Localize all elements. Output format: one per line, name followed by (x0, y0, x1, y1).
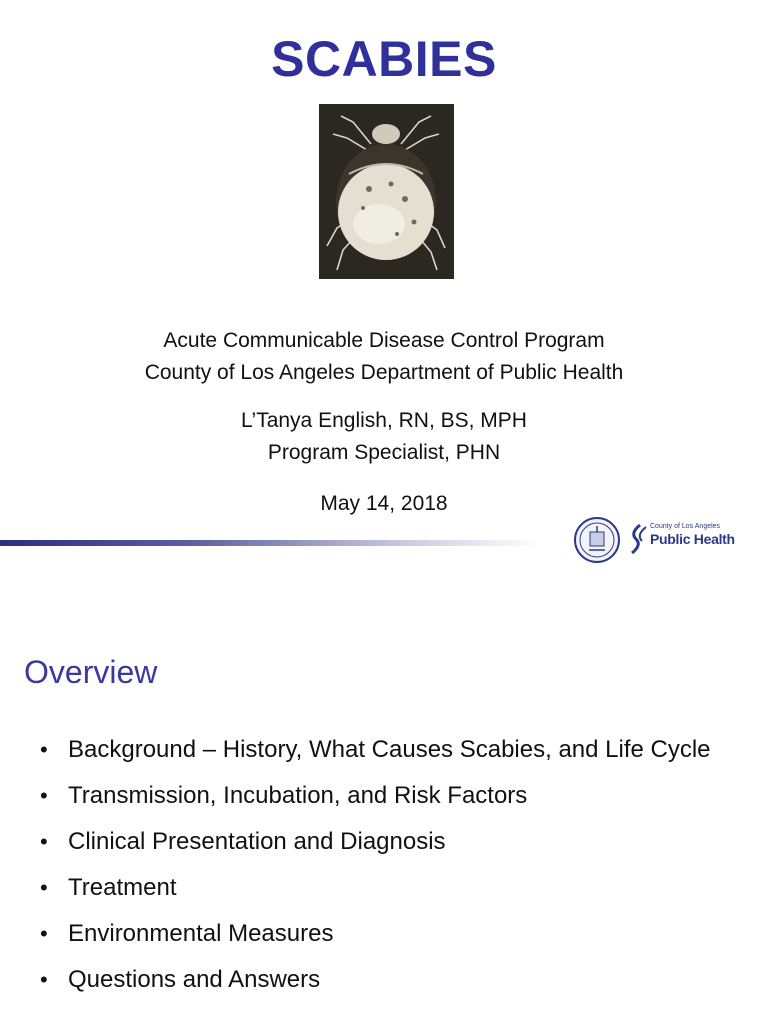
divider-bar (0, 540, 540, 546)
bullet-icon: • (40, 737, 48, 762)
bullet-text: Clinical Presentation and Diagnosis (68, 828, 446, 855)
bullet-text: Treatment (68, 874, 177, 901)
bullet-icon: • (40, 783, 48, 808)
slide-title: SCABIES (271, 31, 497, 87)
bullet-text: Environmental Measures (68, 920, 334, 947)
author-name: L’Tanya English, RN, BS, MPH (241, 409, 527, 432)
bullet-text: Background – History, What Causes Scabies, and Life Cycle (68, 736, 711, 763)
public-health-logo (626, 523, 734, 555)
bullet-item (40, 870, 740, 906)
mite-illustration (319, 104, 454, 279)
bullet-item (40, 732, 740, 768)
bullet-icon: • (40, 921, 48, 946)
overview-bullet-list (40, 732, 740, 1008)
public-health-swirl-icon (626, 523, 648, 555)
bullet-icon: • (40, 875, 48, 900)
overview-slide (0, 580, 768, 1024)
bullet-item (40, 962, 740, 998)
bullet-item (40, 778, 740, 814)
scabies-mite-image (319, 104, 454, 279)
department-name: County of Los Angeles Department of Public Health (144, 361, 624, 384)
overview-title: Overview (24, 654, 158, 690)
bullet-item (40, 916, 740, 952)
bullet-icon: • (40, 967, 48, 992)
presentation-date: May 14, 2018 (320, 492, 448, 515)
bullet-text: Transmission, Incubation, and Risk Factors (68, 782, 528, 809)
bullet-text: Questions and Answers (68, 966, 321, 993)
logo-county-text: County of Los Angeles (650, 523, 721, 530)
bullet-item (40, 824, 740, 860)
bullet-icon: • (40, 829, 48, 854)
author-role: Program Specialist, PHN (267, 441, 501, 464)
logo-public-health-text: Public Health (650, 531, 735, 547)
county-seal-icon (573, 516, 621, 564)
program-name: Acute Communicable Disease Control Program (163, 329, 605, 352)
